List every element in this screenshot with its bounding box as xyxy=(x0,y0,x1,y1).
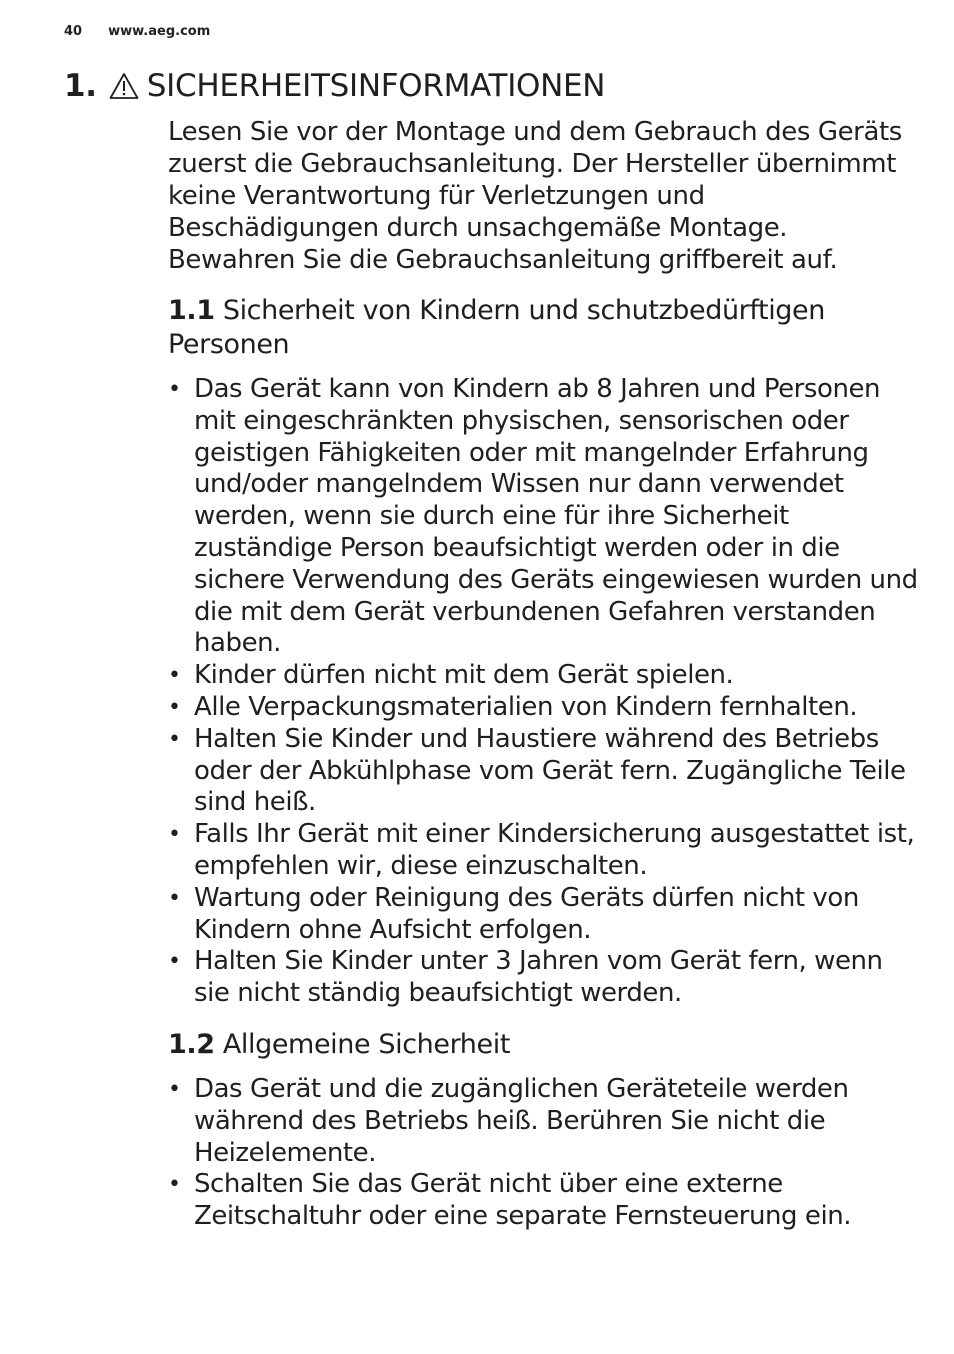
section-number: 1.2 xyxy=(168,1028,215,1060)
warning-triangle-icon xyxy=(109,72,139,100)
list-item-text: Alle Verpackungsmaterialien von Kindern fernhalten. xyxy=(194,691,858,722)
bullet-list xyxy=(168,1074,920,1233)
bullet-icon: • xyxy=(168,822,181,848)
list-item-text: Das Gerät und die zugänglichen Geräteteile werden während des Betriebs heiß. Berühren Sie nicht die Heizelemente. xyxy=(194,1073,849,1168)
bullet-icon: • xyxy=(168,885,181,911)
page-number: 40 xyxy=(64,24,83,39)
section-child-safety xyxy=(168,294,920,1010)
section-general-safety xyxy=(168,1028,920,1233)
list-item-text: Wartung oder Reinigung des Geräts dürfen nicht von Kindern ohne Aufsicht erfolgen. xyxy=(194,882,859,945)
bullet-icon: • xyxy=(168,1076,181,1102)
chapter-title-text: SICHERHEITSINFORMATIONEN xyxy=(146,68,606,104)
content-column xyxy=(168,116,920,1233)
chapter-number: 1. xyxy=(64,68,97,104)
bullet-icon: • xyxy=(168,1172,181,1198)
list-item xyxy=(168,374,920,660)
list-item xyxy=(168,1169,920,1233)
section-title-text: Sicherheit von Kindern und schutzbedürftigen Personen xyxy=(168,295,825,360)
chapter-title xyxy=(64,66,605,106)
section-title-text: Allgemeine Sicherheit xyxy=(222,1028,511,1060)
bullet-icon: • xyxy=(168,663,181,689)
bullet-icon: • xyxy=(168,377,181,402)
section-number: 1.1 xyxy=(168,295,215,326)
bullet-icon: • xyxy=(168,694,181,720)
intro-paragraph: Lesen Sie vor der Montage und dem Gebrauch des Geräts zuerst die Gebrauchsanleitung. Der Hersteller übernimmt keine Verantwortung für Verletzungen und Beschädigungen durch unsachgemäße Montage. Bewahren Sie die Gebrauchsanleitung griffbereit auf. xyxy=(168,117,902,275)
list-item xyxy=(168,883,920,947)
list-item xyxy=(168,724,920,819)
list-item-text: Kinder dürfen nicht mit dem Gerät spielen. xyxy=(194,660,734,691)
page-header xyxy=(64,24,210,39)
bullet-list xyxy=(168,374,920,1010)
list-item-text: Halten Sie Kinder und Haustiere während des Betriebs oder der Abkühlphase vom Gerät fern. Zugängliche Teile sind heiß. xyxy=(194,723,906,818)
section-title xyxy=(168,1028,920,1062)
list-item xyxy=(168,946,920,1010)
section-title xyxy=(168,294,920,362)
bullet-icon: • xyxy=(168,949,181,975)
list-item-text: Das Gerät kann von Kindern ab 8 Jahren und Personen mit eingeschränkten physischen, sensorischen oder geistigen Fähigkeiten oder mit mangelnder Erfahrung und/oder mangelndem Wissen nur dann verwendet werden, wenn sie durch eine für ihre Sicherheit zuständige Person beaufsichtigt werden oder in die sichere Verwendung des Geräts eingewiesen wurden und die mit dem Gerät verbundenen Gefahren verstanden haben. xyxy=(194,374,918,659)
list-item xyxy=(168,819,920,883)
list-item xyxy=(168,1074,920,1169)
list-item-text: Schalten Sie das Gerät nicht über eine externe Zeitschaltuhr oder eine separate Fernsteuerung ein. xyxy=(194,1169,852,1232)
website-url: www.aeg.com xyxy=(108,24,211,39)
list-item-text: Halten Sie Kinder unter 3 Jahren vom Gerät fern, wenn sie nicht ständig beaufsichtigt werden. xyxy=(194,946,883,1009)
list-item xyxy=(168,660,920,692)
bullet-icon: • xyxy=(168,726,181,752)
list-item xyxy=(168,692,920,724)
list-item-text: Falls Ihr Gerät mit einer Kindersicherung ausgestattet ist, empfehlen wir, diese einzuschalten. xyxy=(194,819,915,881)
